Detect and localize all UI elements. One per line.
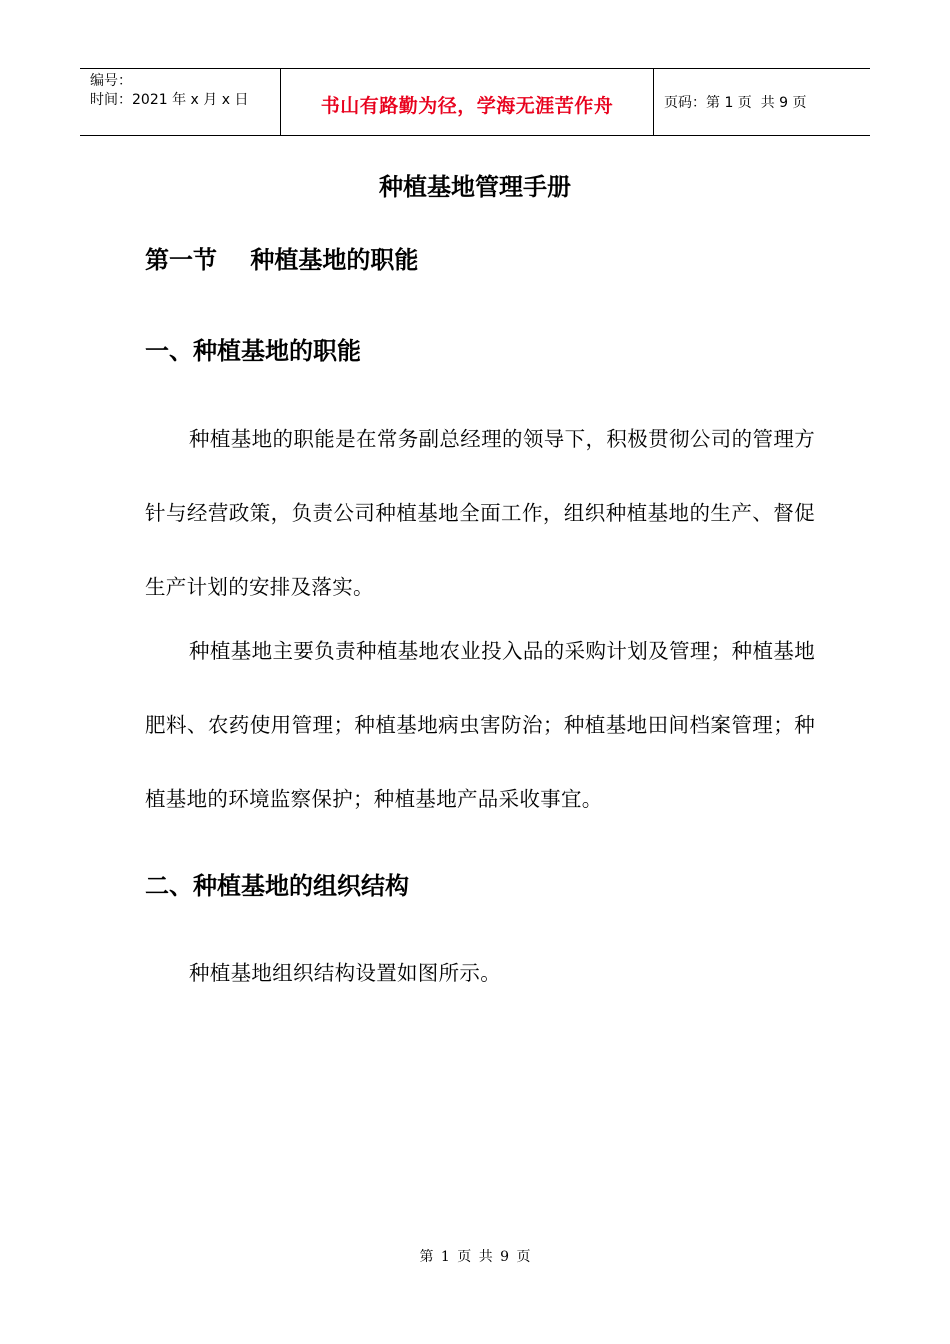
paragraph-functions-1: 种植基地的职能是在常务副总经理的领导下，积极贯彻公司的管理方针与经营政策，负责公司种植基地全面工作，组织种植基地的生产、督促生产计划的安排及落实。 — [145, 427, 815, 599]
section-heading: 第一节 种植基地的职能 — [145, 246, 419, 274]
subsection-heading-1: 一、种植基地的职能 — [145, 337, 361, 365]
header-page-cell — [654, 69, 870, 135]
paragraph-functions-2: 种植基地主要负责种植基地农业投入品的采购计划及管理；种植基地肥料、农药使用管理；种植基地病虫害防治；种植基地田间档案管理；种植基地的环境监察保护；种植基地产品采收事宜。 — [145, 639, 815, 811]
header-time-label: 时间：2021 年 x 月 x 日 — [90, 92, 249, 108]
header-motto: 书山有路勤为径，学海无涯苦作舟 — [320, 94, 614, 117]
header-info-cell — [80, 69, 281, 135]
page-header — [80, 68, 870, 136]
page-footer: 第 1 页 共 9 页 — [419, 1249, 531, 1265]
document-title: 种植基地管理手册 — [379, 173, 571, 201]
header-page-label: 页码：第 1 页 共 9 页 — [664, 95, 807, 111]
paragraph-structure: 种植基地组织结构设置如图所示。 — [189, 961, 501, 985]
header-number-label: 编号： — [90, 73, 132, 89]
header-motto-cell — [281, 69, 654, 135]
subsection-heading-2: 二、种植基地的组织结构 — [145, 872, 409, 900]
